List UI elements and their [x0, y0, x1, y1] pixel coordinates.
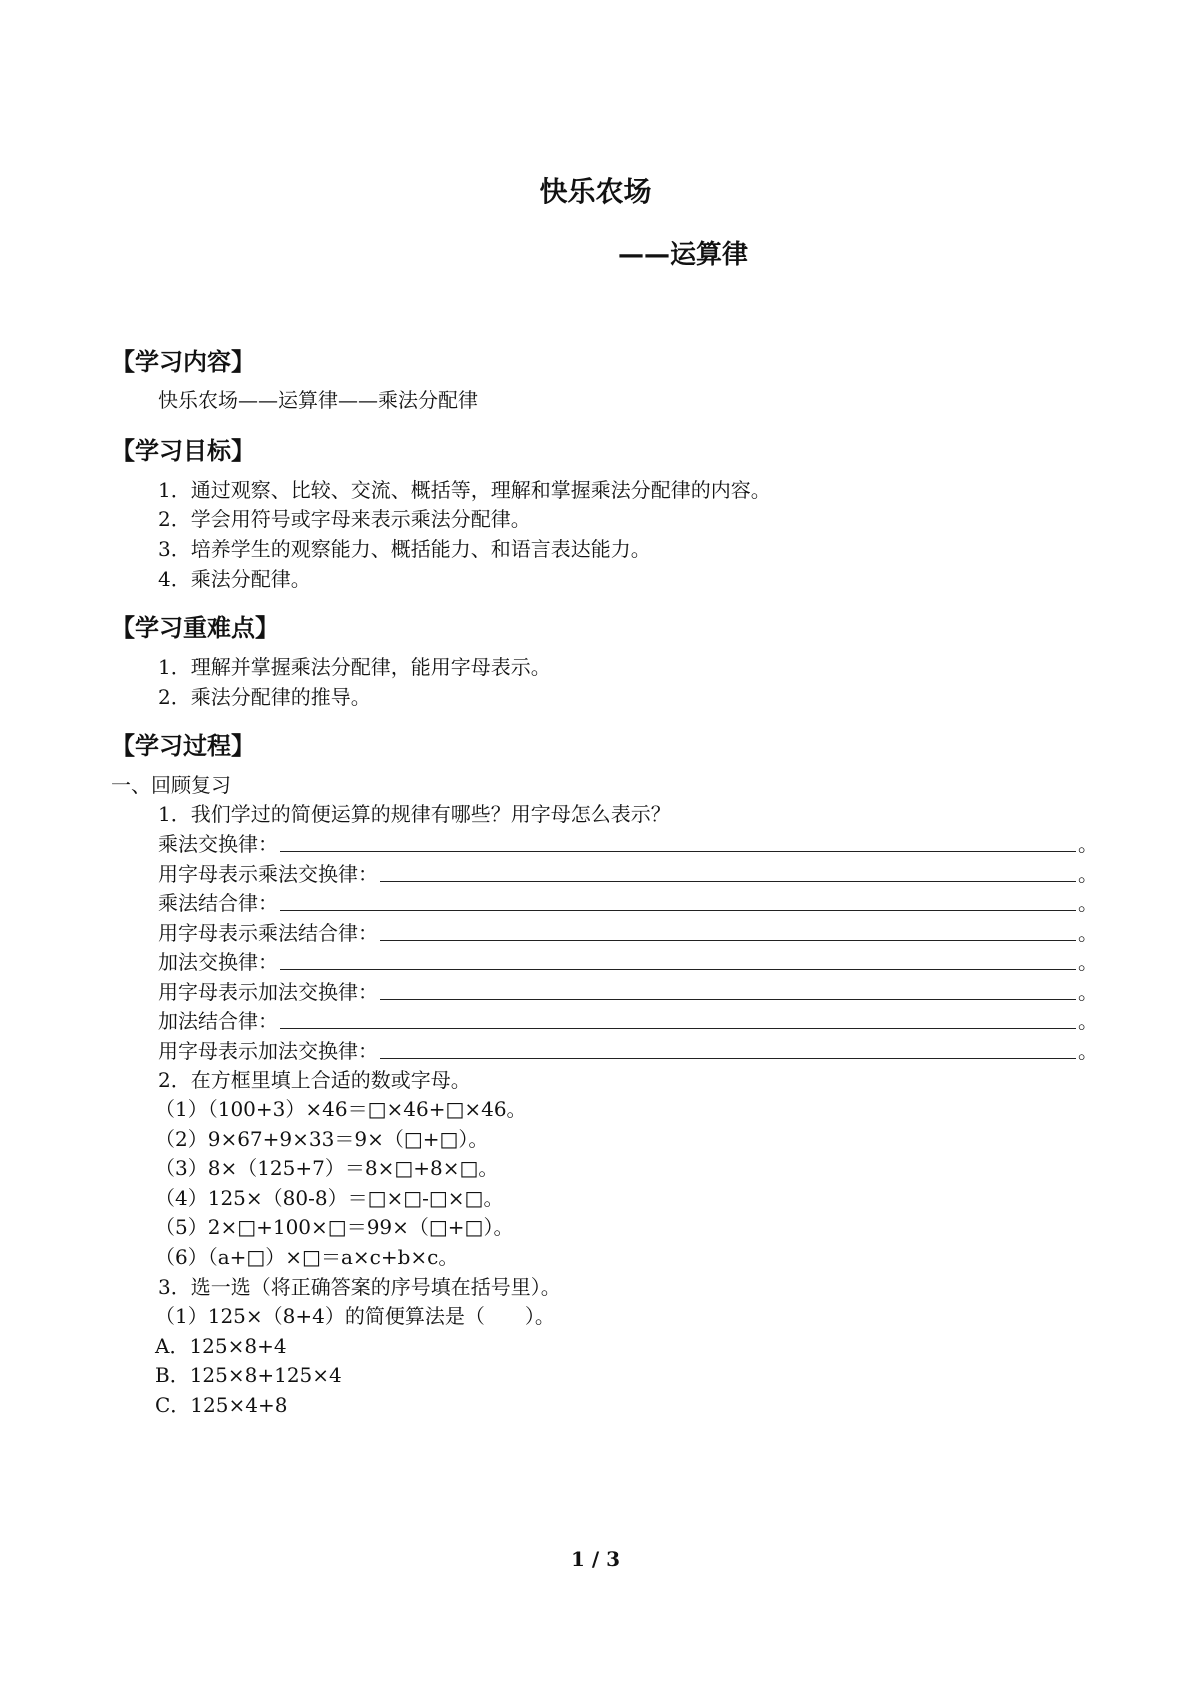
q2-item: （5）2×□+100×□＝99×（□+□）。	[155, 1215, 514, 1239]
page-title: 快乐农场	[539, 175, 652, 208]
q2-item: （1）（100+3）×46＝□×46+□×46。	[155, 1097, 527, 1121]
fill-row-end: 。	[1078, 921, 1098, 945]
question-1: 1．我们学过的简便运算的规律有哪些？用字母怎么表示？	[158, 802, 671, 826]
section-heading-goals: 【学习目标】	[111, 437, 255, 465]
fill-row	[158, 826, 1098, 856]
key-point-item: 1．理解并掌握乘法分配律，能用字母表示。	[158, 655, 551, 679]
fill-row-end: 。	[1078, 980, 1098, 1004]
goal-item: 1．通过观察、比较、交流、概括等，理解和掌握乘法分配律的内容。	[158, 478, 771, 502]
fill-row-label: 加法结合律：	[158, 1009, 278, 1033]
q3-option: A．125×8+4	[155, 1334, 287, 1358]
fill-row-label: 加法交换律：	[158, 950, 278, 974]
fill-blank-line[interactable]	[280, 1010, 1076, 1029]
fill-row-end: 。	[1078, 862, 1098, 886]
fill-row	[158, 885, 1098, 915]
goal-item: 2．学会用符号或字母来表示乘法分配律。	[158, 507, 531, 531]
goal-item: 4．乘法分配律。	[158, 567, 311, 591]
q3-subquestion: （1）125×（8+4）的简便算法是（ ）。	[155, 1304, 555, 1328]
q3-option: B．125×8+125×4	[155, 1363, 342, 1387]
fill-row	[158, 944, 1098, 974]
fill-row	[158, 1033, 1098, 1063]
q2-item: （4）125×（80-8）＝□×□-□×□。	[155, 1186, 504, 1210]
fill-row-end: 。	[1078, 950, 1098, 974]
q2-item: （3）8×（125+7）＝8×□+8×□。	[155, 1156, 499, 1180]
fill-row-end: 。	[1078, 1039, 1098, 1063]
question-2: 2．在方框里填上合适的数或字母。	[158, 1068, 471, 1092]
fill-row-end: 。	[1078, 832, 1098, 856]
fill-blank-line[interactable]	[280, 892, 1076, 911]
fill-blank-line[interactable]	[380, 981, 1076, 1000]
fill-blank-line[interactable]	[280, 951, 1076, 970]
section-heading-key-points: 【学习重难点】	[111, 614, 279, 642]
question-3: 3．选一选（将正确答案的序号填在括号里）。	[158, 1275, 561, 1299]
fill-blank-line[interactable]	[380, 863, 1076, 882]
fill-row-label: 用字母表示乘法交换律：	[158, 862, 378, 886]
fill-row-label: 乘法交换律：	[158, 832, 278, 856]
q2-item: （2）9×67+9×33＝9×（□+□）。	[155, 1127, 489, 1151]
q3-option: C．125×4+8	[155, 1393, 288, 1417]
section-heading-content: 【学习内容】	[111, 348, 255, 376]
key-point-item: 2．乘法分配律的推导。	[158, 685, 371, 709]
q2-item: （6）（a+□）×□＝a×c+b×c。	[155, 1245, 459, 1269]
fill-row	[158, 856, 1098, 886]
fill-row-label: 用字母表示加法交换律：	[158, 1039, 378, 1063]
fill-row	[158, 915, 1098, 945]
fill-blank-line[interactable]	[380, 1040, 1076, 1059]
page-subtitle: ——运算律	[618, 240, 749, 270]
fill-row-end: 。	[1078, 1009, 1098, 1033]
section-heading-process: 【学习过程】	[111, 732, 255, 760]
fill-row-label: 用字母表示加法交换律：	[158, 980, 378, 1004]
fill-blank-line[interactable]	[280, 833, 1076, 852]
part-title: 一、回顾复习	[111, 773, 231, 797]
content-text: 快乐农场——运算律——乘法分配律	[158, 388, 478, 412]
fill-blank-line[interactable]	[380, 922, 1076, 941]
page-number: 1 / 3	[570, 1547, 621, 1571]
fill-row	[158, 1003, 1098, 1033]
goal-item: 3．培养学生的观察能力、概括能力、和语言表达能力。	[158, 537, 651, 561]
fill-row-end: 。	[1078, 891, 1098, 915]
fill-row-label: 用字母表示乘法结合律：	[158, 921, 378, 945]
fill-row	[158, 974, 1098, 1004]
fill-row-label: 乘法结合律：	[158, 891, 278, 915]
